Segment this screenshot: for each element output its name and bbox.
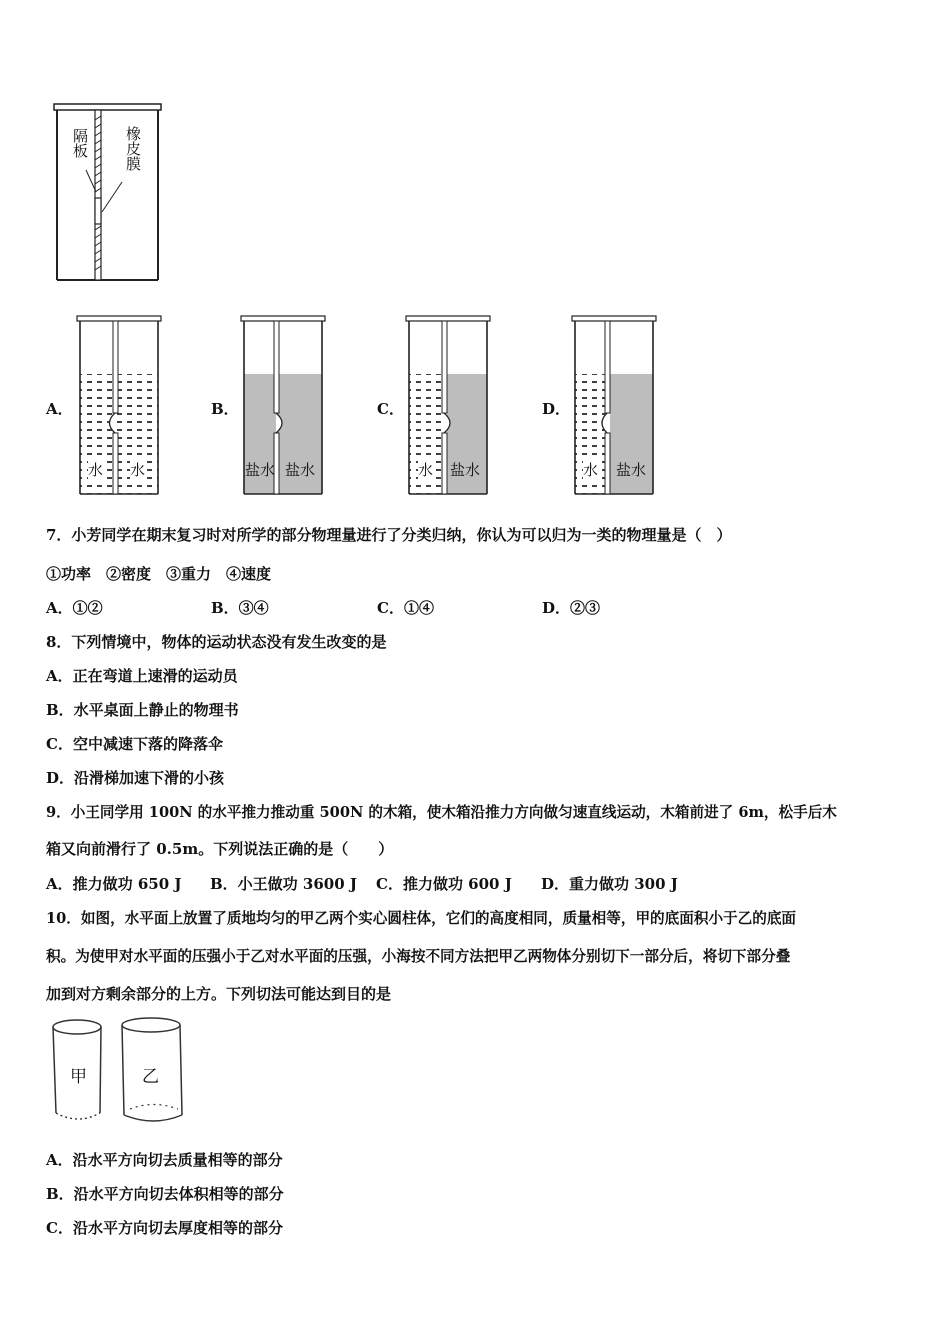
q10-option-c: C．沿水平方向切去厚度相等的部分 bbox=[46, 1219, 283, 1237]
q8-option-c: C．空中减速下落的降落伞 bbox=[46, 735, 223, 753]
q10-stem-line3: 加到对方剩余部分的上方。下列切法可能达到目的是 bbox=[46, 985, 392, 1003]
cylinders-figure bbox=[46, 1015, 191, 1127]
q9-option-c: C．推力做功 600 J bbox=[376, 875, 512, 893]
fig-d-right-liquid: 盐水 bbox=[616, 461, 647, 479]
q7-option-a: A．①② bbox=[46, 599, 103, 617]
fig-option-c-letter: C． bbox=[377, 400, 404, 418]
container-figure bbox=[50, 100, 165, 285]
label-membrane: 橡皮膜 bbox=[124, 126, 142, 171]
label-partition: 隔板 bbox=[71, 128, 89, 158]
q9-stem-line1: 9．小王同学用 100N 的水平推力推动重 500N 的木箱，使木箱沿推力方向做匀速直线运动，木箱前进了 6m，松手后木 bbox=[46, 804, 837, 821]
fig-d-left-liquid: 水 bbox=[583, 461, 599, 479]
fig-a-left-liquid: 水 bbox=[88, 461, 104, 479]
fig-b-left-liquid: 盐水 bbox=[245, 461, 276, 479]
q10-stem-line2: 积。为使甲对水平面的压强小于乙对水平面的压强，小海按不同方法把甲乙两物体分别切下一部分后，将切下部分叠 bbox=[46, 948, 791, 965]
q7-option-b: B．③④ bbox=[211, 599, 269, 617]
fig-option-a-letter: A． bbox=[46, 400, 73, 418]
q7-option-c: C．①④ bbox=[377, 599, 434, 617]
fig-option-b-letter: B． bbox=[211, 400, 239, 418]
fig-option-d-letter: D． bbox=[542, 400, 571, 418]
q8-option-d: D．沿滑梯加速下滑的小孩 bbox=[46, 769, 225, 787]
fig-c-right-liquid: 盐水 bbox=[450, 461, 481, 479]
q10-option-a: A．沿水平方向切去质量相等的部分 bbox=[46, 1151, 283, 1169]
fig-b-right-liquid: 盐水 bbox=[285, 461, 316, 479]
q9-option-d: D．重力做功 300 J bbox=[541, 875, 678, 893]
q10-option-b: B．沿水平方向切去体积相等的部分 bbox=[46, 1185, 284, 1203]
q8-stem: 8．下列情境中，物体的运动状态没有发生改变的是 bbox=[46, 633, 387, 651]
q9-option-b: B．小王做功 3600 J bbox=[210, 875, 357, 893]
cylinder-yi-label: 乙 bbox=[142, 1067, 159, 1087]
q8-option-b: B．水平桌面上静止的物理书 bbox=[46, 701, 239, 719]
cylinder-jia-label: 甲 bbox=[70, 1067, 87, 1087]
q7-option-d: D．②③ bbox=[542, 599, 601, 617]
q8-option-a: A．正在弯道上速滑的运动员 bbox=[46, 667, 238, 685]
q7-stem: 7．小芳同学在期末复习时对所学的部分物理量进行了分类归纳，你认为可以归为一类的物理量是（ ） bbox=[46, 526, 732, 544]
q9-option-a: A．推力做功 650 J bbox=[46, 875, 182, 893]
q9-stem-line2: 箱又向前滑行了 0.5m。下列说法正确的是（ ） bbox=[46, 840, 394, 858]
fig-a-right-liquid: 水 bbox=[130, 461, 146, 479]
q7-items: ①功率 ②密度 ③重力 ④速度 bbox=[46, 565, 272, 583]
q10-stem-line1: 10．如图，水平面上放置了质地均匀的甲乙两个实心圆柱体，它们的高度相同，质量相等，甲的底面积小于乙的底面 bbox=[46, 910, 797, 927]
fig-c-left-liquid: 水 bbox=[418, 461, 434, 479]
